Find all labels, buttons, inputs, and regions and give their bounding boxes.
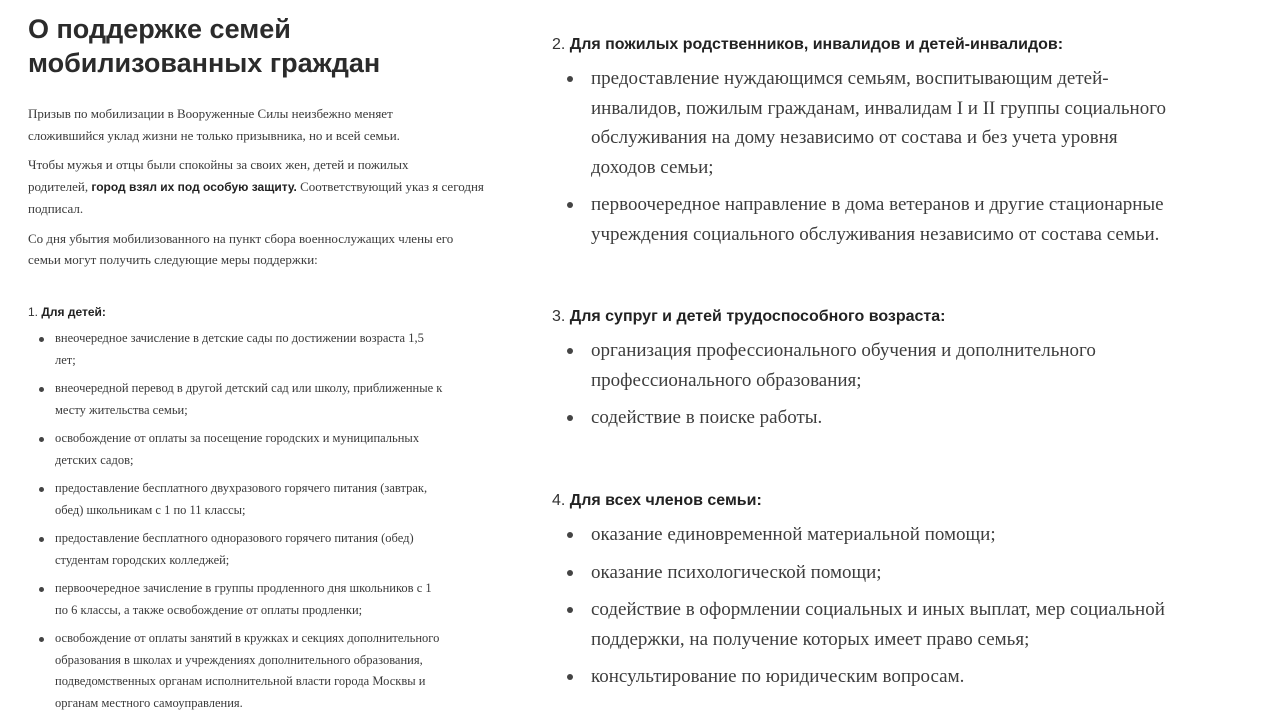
list-item bbox=[552, 336, 1280, 395]
bold-emphasis: город взял их под особую защиту. bbox=[91, 179, 297, 194]
section-number: 4. bbox=[552, 492, 566, 509]
section-title: Для всех членов семьи: bbox=[569, 492, 762, 509]
list-item bbox=[28, 578, 522, 621]
text-line: органам местного самоуправления. bbox=[55, 695, 243, 710]
text-line: освобождение от оплаты занятий в кружках и секциях дополнительного bbox=[55, 631, 440, 645]
text-line: обед) школьникам с 1 по 11 классы; bbox=[55, 502, 246, 517]
text-line: профессионального образования; bbox=[591, 369, 862, 391]
text-line: внеочередной перевод в другой детский сад или школу, приближенные к bbox=[55, 381, 443, 395]
section-heading bbox=[28, 302, 522, 322]
section-title: Для пожилых родственников, инвалидов и детей-инвалидов: bbox=[569, 36, 1064, 53]
text-line: первоочередное зачисление в группы продленного дня школьников с 1 bbox=[55, 581, 432, 595]
text-line bbox=[28, 176, 522, 199]
list-item bbox=[28, 528, 522, 571]
title-line: мобилизованных граждан bbox=[28, 48, 381, 78]
bullet-list bbox=[552, 64, 1280, 249]
intro-paragraph-3 bbox=[28, 228, 522, 271]
section-spouses-adult-children bbox=[552, 305, 1280, 441]
text-line: по 6 классы, а также освобождение от оплаты продленки; bbox=[55, 602, 363, 617]
list-item bbox=[552, 520, 1280, 550]
text-line: организация профессионального обучения и дополнительного bbox=[591, 340, 1096, 361]
text-line: инвалидов, пожилым гражданам, инвалидам I и II группы социального bbox=[591, 97, 1167, 119]
text-line: консультирование по юридическим вопросам. bbox=[591, 666, 965, 687]
text-line: студентам городских колледжей; bbox=[55, 552, 230, 567]
text-line: обслуживания на дому независимо от состава и без учета уровня bbox=[591, 127, 1118, 148]
text-line: первоочередное направление в дома ветеранов и другие стационарные bbox=[591, 194, 1164, 215]
list-item bbox=[552, 662, 1280, 692]
section-heading bbox=[552, 489, 1280, 513]
bullet-list bbox=[28, 328, 522, 714]
intro-paragraph-1 bbox=[28, 103, 522, 146]
intro bbox=[28, 103, 522, 279]
bullet-list bbox=[552, 336, 1280, 433]
list-item bbox=[552, 403, 1280, 433]
text-line: предоставление бесплатного двухразового горячего питания (завтрак, bbox=[55, 481, 428, 495]
text-line: оказание единовременной материальной помощи; bbox=[591, 524, 996, 545]
title-line: О поддержке семей bbox=[28, 14, 291, 44]
section-children bbox=[28, 302, 522, 719]
list-item bbox=[28, 328, 522, 371]
right-column bbox=[552, 0, 1280, 719]
section-number: 1. bbox=[28, 305, 39, 319]
left-column bbox=[0, 0, 522, 719]
text-line: внеочередное зачисление в детские сады по достижении возраста 1,5 bbox=[55, 331, 424, 345]
text-line: детских садов; bbox=[55, 452, 134, 467]
list-item bbox=[28, 428, 522, 471]
list-item bbox=[552, 190, 1280, 249]
text-line: доходов семьи; bbox=[591, 156, 714, 178]
text-line: семьи могут получить следующие меры поддержки: bbox=[28, 252, 318, 267]
section-all-family bbox=[552, 489, 1280, 700]
bullet-list bbox=[552, 520, 1280, 692]
text-fragment: родителей, bbox=[28, 178, 92, 194]
section-number: 2. bbox=[552, 36, 566, 53]
list-item bbox=[28, 378, 522, 421]
list-item bbox=[28, 478, 522, 521]
text-line: месту жительства семьи; bbox=[55, 402, 188, 417]
section-title: Для супруг и детей трудоспособного возраста: bbox=[569, 308, 946, 325]
text-line: предоставление нуждающимся семьям, воспитывающим детей- bbox=[591, 68, 1109, 89]
text-line: Призыв по мобилизации в Вооруженные Силы неизбежно меняет bbox=[28, 106, 393, 121]
list-item bbox=[552, 64, 1280, 182]
text-line: содействие в поиске работы. bbox=[591, 407, 823, 428]
section-elderly-disabled bbox=[552, 33, 1280, 257]
text-line: подведомственных органам исполнительной власти города Москвы и bbox=[55, 674, 426, 688]
text-line: подписал. bbox=[28, 201, 84, 216]
text-line: лет; bbox=[55, 352, 76, 367]
text-line: Со дня убытия мобилизованного на пункт сбора военнослужащих члены его bbox=[28, 230, 454, 246]
text-line: сложившийся уклад жизни не только призывника, но и всей семьи. bbox=[28, 127, 400, 143]
text-line: учреждения социального обслуживания независимо от состава семьи. bbox=[591, 223, 1160, 245]
text-line: содействие в оформлении социальных и иных выплат, мер социальной bbox=[591, 599, 1165, 620]
page-title bbox=[28, 12, 380, 80]
section-number: 3. bbox=[552, 308, 566, 325]
text-line: предоставление бесплатного одноразового горячего питания (обед) bbox=[55, 531, 414, 545]
text-line: Чтобы мужья и отцы были спокойны за своих жен, детей и пожилых bbox=[28, 157, 409, 172]
text-fragment: Соответствующий указ я сегодня bbox=[296, 178, 484, 194]
text-line: образования в школах и учреждениях дополнительного образования, bbox=[55, 652, 423, 667]
section-heading bbox=[552, 33, 1280, 57]
text-line: освобождение от оплаты за посещение городских и муниципальных bbox=[55, 431, 420, 445]
list-item bbox=[28, 628, 522, 714]
section-heading bbox=[552, 305, 1280, 329]
text-line: оказание психологической помощи; bbox=[591, 561, 882, 583]
text-line: поддержки, на получение которых имеет право семья; bbox=[591, 628, 1030, 650]
list-item bbox=[552, 595, 1280, 654]
section-title: Для детей: bbox=[41, 305, 106, 319]
list-item bbox=[552, 558, 1280, 588]
intro-paragraph-2 bbox=[28, 154, 522, 220]
